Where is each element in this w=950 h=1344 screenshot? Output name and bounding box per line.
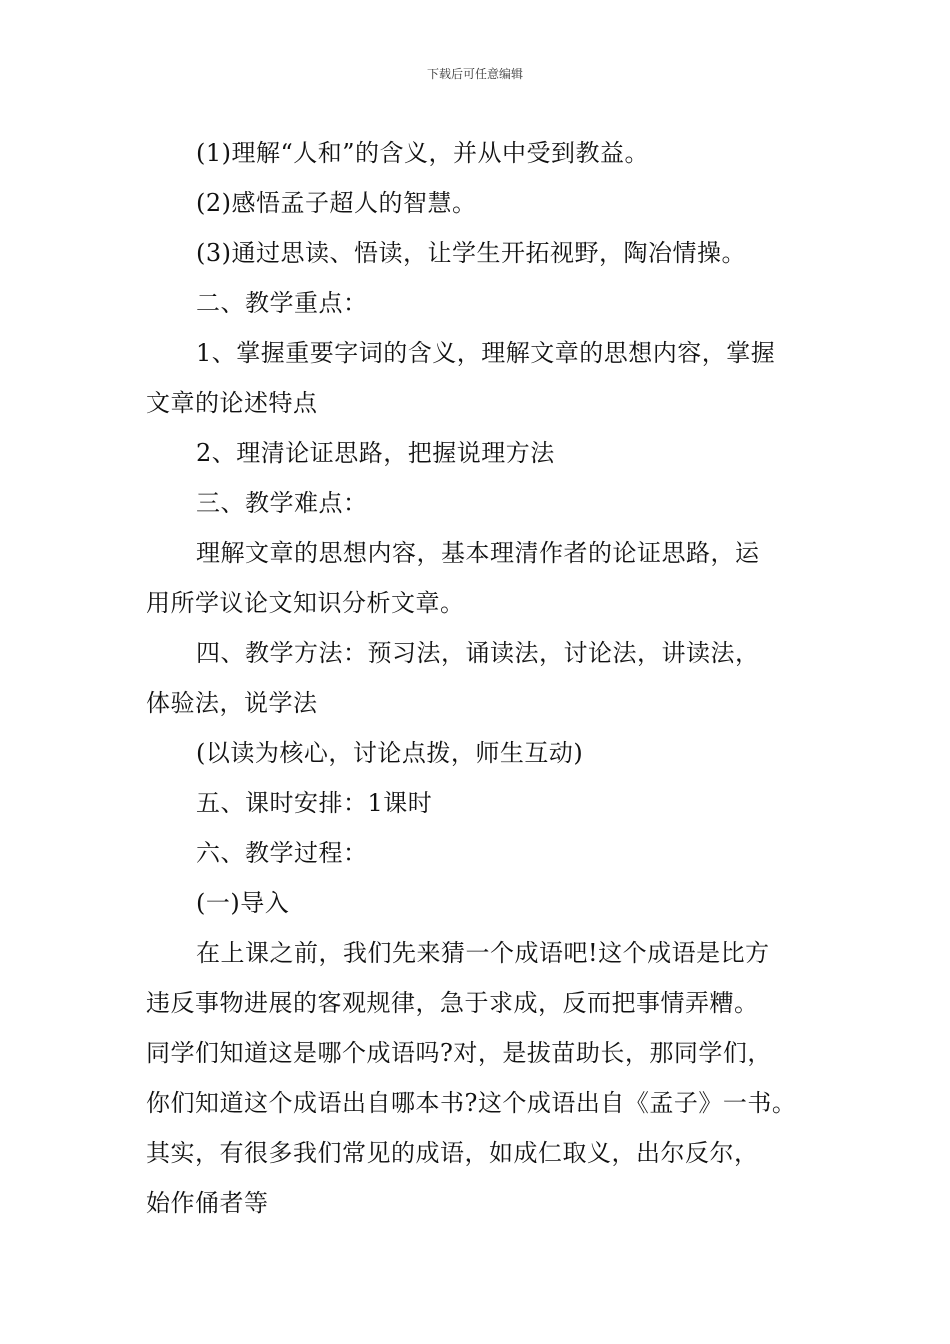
paragraph-line: 在上课之前，我们先来猜一个成语吧!这个成语是比方: [196, 939, 770, 967]
paragraph-line: 2、理清论证思路，把握说理方法: [196, 439, 555, 467]
paragraph-line: 违反事物进展的客观规律，急于求成，反而把事情弄糟。: [146, 989, 759, 1017]
paragraph-line: 体验法，说学法: [146, 689, 318, 717]
paragraph-line: 理解文章的思想内容，基本理清作者的论证思路，运: [196, 539, 760, 567]
paragraph-line: 你们知道这个成语出自哪本书?这个成语出自《孟子》一书。: [146, 1089, 797, 1117]
document-body: [146, 128, 826, 1228]
paragraph-line: 文章的论述特点: [146, 389, 318, 417]
section-heading: 三、教学难点：: [196, 489, 368, 517]
paragraph-line: 1、掌握重要字词的含义，理解文章的思想内容，掌握: [196, 339, 776, 367]
paragraph-line: (1)理解“人和”的含义，并从中受到教益。: [196, 139, 650, 167]
paragraph-line: (3)通过思读、悟读，让学生开拓视野，陶冶情操。: [196, 239, 746, 267]
paragraph-line: (以读为核心，讨论点拨，师生互动): [196, 739, 584, 767]
section-heading: 六、教学过程：: [196, 839, 368, 867]
paragraph-line: 其实，有很多我们常见的成语，如成仁取义，出尔反尔，: [146, 1139, 759, 1167]
paragraph-line: 用所学议论文知识分析文章。: [146, 589, 465, 617]
paragraph-line: 同学们知道这是哪个成语吗?对，是拔苗助长，那同学们，: [146, 1039, 772, 1067]
section-heading: 二、教学重点：: [196, 289, 368, 317]
subsection-heading: (一)导入: [196, 889, 290, 917]
paragraph-line: (2)感悟孟子超人的智慧。: [196, 189, 477, 217]
paragraph-line: 始作俑者等: [146, 1189, 269, 1217]
section-heading: 五、课时安排：1课时: [196, 789, 433, 817]
section-heading: 四、教学方法：预习法，诵读法，讨论法，讲读法，: [196, 639, 760, 667]
page-header-note: 下载后可任意编辑: [426, 67, 523, 81]
